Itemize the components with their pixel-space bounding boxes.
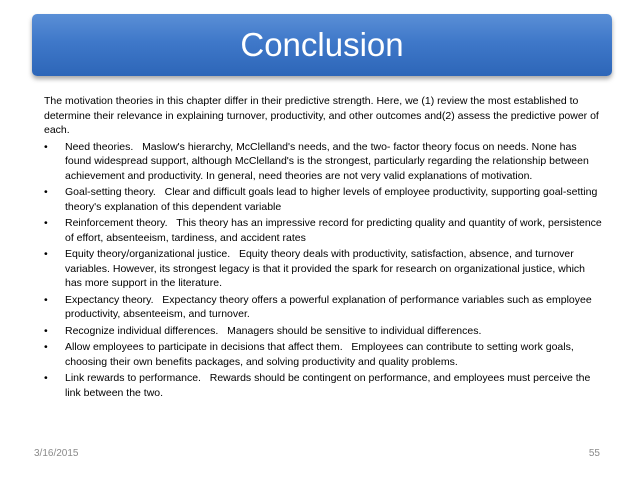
- slide-page-number: 55: [588, 448, 600, 459]
- bullet-item: [44, 340, 602, 369]
- slide-body: [44, 94, 602, 402]
- bullet-item: [44, 371, 602, 400]
- bullet-text: Rewards should be contingent on performance, and employees must perceive the link between the two.: [65, 372, 591, 399]
- bullet-text: Managers should be sensitive to individual differences.: [227, 324, 482, 337]
- bullet-text: Expectancy theory offers a powerful explanation of performance variables such as employee productivity, absenteeism, and turnover.: [65, 293, 592, 320]
- intro-paragraph: The motivation theories in this chapter differ in their predictive strength. Here, we (1) review the most established to determine their relevance in explaining turnover, productivity, and other outcomes and(2) assess the predictive power of each.: [44, 95, 599, 136]
- bullet-text: Employees can contribute to setting work goals, choosing their own benefits packages, and solving productivity and quality problems.: [65, 341, 574, 368]
- bullet-term: Allow employees to participate in decisions that affect them.: [65, 341, 343, 353]
- bullet-term: Recognize individual differences.: [65, 324, 219, 337]
- bullet-icon: •: [44, 186, 48, 198]
- bullet-icon: •: [44, 293, 48, 306]
- bullet-item: [44, 324, 602, 339]
- bullet-item: [44, 247, 602, 291]
- bullet-text: This theory has an impressive record for predicting quality and quantity of work, persistence of effort, absenteeism, tardiness, and accident rates: [65, 217, 602, 244]
- slide-date: 3/16/2015: [34, 448, 79, 459]
- bullet-term: Link rewards to performance.: [65, 372, 201, 384]
- bullet-term: Need theories.: [65, 140, 134, 153]
- bullet-item: [44, 293, 602, 322]
- title-banner: [32, 14, 612, 76]
- bullet-item: [44, 185, 602, 214]
- bullet-text: Maslow's hierarchy, McClelland's needs, and the two- factor theory focus on needs. None has found widespread support, although McClelland's is the strongest, particularly regarding the relationship between achievement and productivity. In general, need theories are not very valid explanations of motivation.: [65, 140, 589, 182]
- bullet-term: Equity theory/organizational justice.: [65, 248, 231, 260]
- bullet-icon: •: [44, 248, 48, 260]
- bullet-term: Reinforcement theory.: [65, 217, 168, 229]
- bullet-text: Clear and difficult goals lead to higher levels of employee productivity, supporting goal-setting theory's explanation of this dependent variable: [65, 186, 598, 213]
- slide-title: Conclusion: [240, 26, 404, 63]
- bullet-term: Goal-setting theory.: [65, 186, 156, 198]
- bullet-text: Equity theory deals with productivity, satisfaction, absence, and turnover variables. However, its strongest legacy is that it provided the spark for research on organizational justice, which has more support in the literature.: [65, 248, 586, 289]
- bullet-icon: •: [44, 217, 48, 229]
- bullet-term: Expectancy theory.: [65, 293, 154, 306]
- bullet-icon: •: [44, 324, 48, 337]
- bullet-item: [44, 216, 602, 245]
- bullet-item: [44, 140, 602, 184]
- bullet-icon: •: [44, 372, 48, 384]
- bullet-icon: •: [44, 341, 48, 353]
- bullet-icon: •: [44, 140, 48, 153]
- bullet-list: [44, 140, 602, 401]
